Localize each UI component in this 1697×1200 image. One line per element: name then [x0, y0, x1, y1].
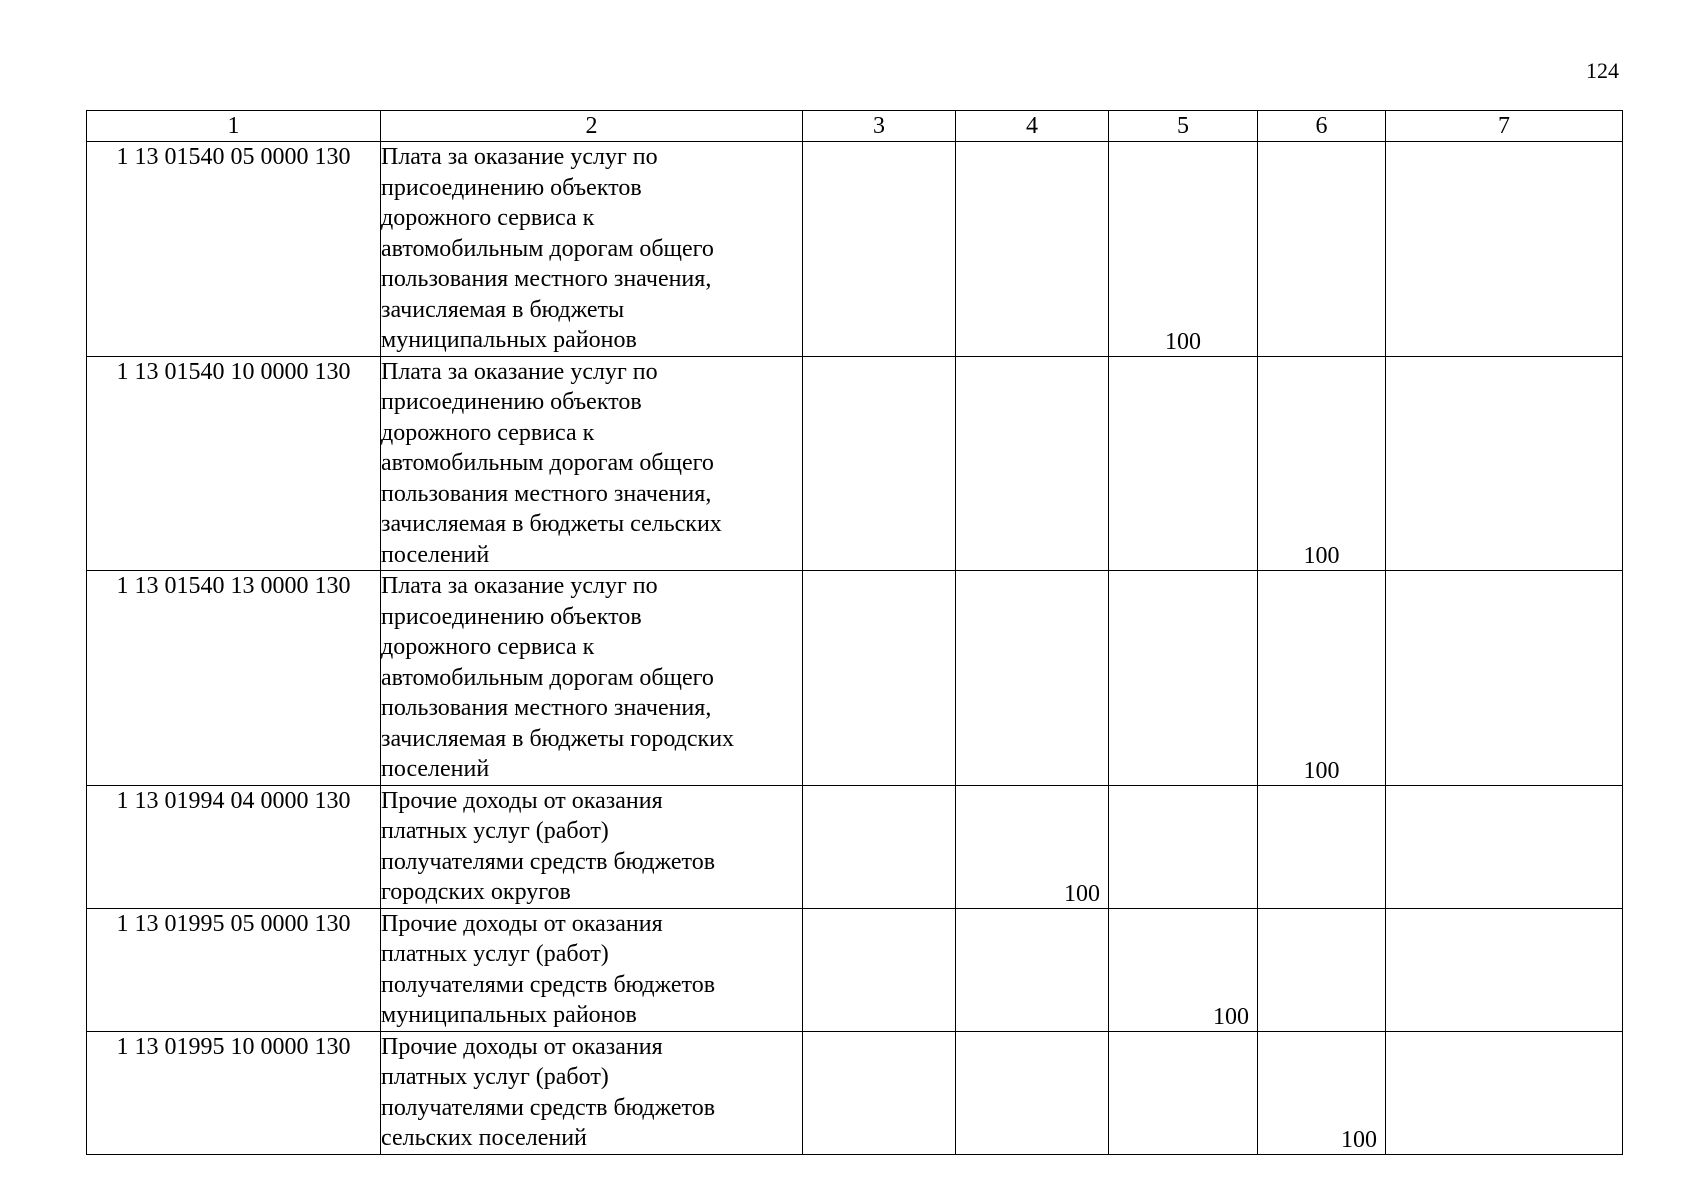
column-header-1: 1 — [87, 111, 381, 142]
value-cell-5 — [1109, 785, 1258, 908]
table-body — [87, 142, 1623, 1155]
percent-value: 100 — [1165, 328, 1201, 355]
income-code-cell: 1 13 01540 10 0000 130 — [87, 356, 381, 571]
description-line: Прочие доходы от оказания — [381, 787, 663, 814]
description-line: Прочие доходы от оказания — [381, 910, 663, 937]
description-line: зачисляемая в бюджеты городских — [381, 725, 735, 752]
percent-value: 100 — [1303, 757, 1340, 784]
description-line: поселений — [381, 756, 490, 782]
description-line: автомобильным дорогам общего — [381, 664, 714, 691]
description-line: получателями средств бюджетов — [381, 971, 716, 998]
description-line: пользования местного значения, — [381, 695, 712, 721]
description-line: Прочие доходы от оказания — [381, 1033, 663, 1060]
description-line: платных услуг (работ) — [381, 1064, 609, 1090]
percent-value: 100 — [1213, 1003, 1249, 1030]
revenue-classification-table — [86, 110, 1623, 1155]
description-line: городских округов — [381, 879, 571, 905]
income-code-cell: 1 13 01540 13 0000 130 — [87, 571, 381, 786]
value-cell-7 — [1386, 1031, 1623, 1154]
table-row — [87, 356, 1623, 571]
column-header-2: 2 — [381, 111, 803, 142]
value-cell-3 — [803, 356, 956, 571]
page-number: 124 — [1586, 58, 1619, 83]
value-cell-4 — [956, 1031, 1109, 1154]
description-line: Плата за оказание услуг по — [381, 144, 658, 170]
income-description-cell — [381, 142, 803, 357]
description-line: муниципальных районов — [381, 1002, 637, 1028]
description-line: поселений — [381, 541, 490, 568]
value-cell-6 — [1258, 1031, 1386, 1154]
description-line: сельских поселений — [381, 1125, 587, 1151]
income-description-cell — [381, 356, 803, 571]
description-line: муниципальных районов — [381, 327, 637, 353]
value-cell-7 — [1386, 785, 1623, 908]
description-line: присоединению объектов — [381, 603, 642, 630]
income-code-cell: 1 13 01540 05 0000 130 — [87, 142, 381, 357]
description-line: дорожного сервиса к — [381, 205, 595, 231]
percent-value: 100 — [1303, 543, 1340, 569]
column-header-4: 4 — [956, 111, 1109, 142]
value-cell-5 — [1109, 908, 1258, 1031]
value-cell-7 — [1386, 908, 1623, 1031]
column-header-7: 7 — [1386, 111, 1623, 142]
value-cell-3 — [803, 785, 956, 908]
description-line: Плата за оказание услуг по — [381, 573, 658, 599]
description-line: зачисляемая в бюджеты — [381, 296, 625, 323]
column-number-row — [87, 111, 1623, 142]
value-cell-4 — [956, 785, 1109, 908]
table-row — [87, 571, 1623, 786]
column-header-3: 3 — [803, 111, 956, 142]
income-code-cell: 1 13 01995 10 0000 130 — [87, 1031, 381, 1154]
description-line: автомобильным дорогам общего — [381, 235, 714, 262]
value-cell-7 — [1386, 356, 1623, 571]
description-line: дорожного сервиса к — [381, 419, 595, 446]
value-cell-3 — [803, 142, 956, 357]
description-line: присоединению объектов — [381, 389, 642, 415]
income-description-cell — [381, 571, 803, 786]
description-line: присоединению объектов — [381, 174, 642, 201]
value-cell-4 — [956, 571, 1109, 786]
value-cell-4 — [956, 908, 1109, 1031]
description-line: получателями средств бюджетов — [381, 1094, 716, 1121]
percent-value: 100 — [1341, 1126, 1377, 1153]
value-cell-5 — [1109, 356, 1258, 571]
income-code-cell: 1 13 01995 05 0000 130 — [87, 908, 381, 1031]
income-description-cell — [381, 785, 803, 908]
table-row — [87, 142, 1623, 357]
column-header-6: 6 — [1258, 111, 1386, 142]
description-line: Плата за оказание услуг по — [381, 358, 658, 385]
value-cell-5 — [1109, 1031, 1258, 1154]
value-cell-4 — [956, 142, 1109, 357]
description-line: получателями средств бюджетов — [381, 848, 716, 875]
description-line: пользования местного значения, — [381, 266, 712, 292]
description-line: платных услуг (работ) — [381, 941, 609, 967]
table-row — [87, 908, 1623, 1031]
table-row — [87, 1031, 1623, 1154]
description-line: платных услуг (работ) — [381, 818, 609, 844]
description-line: зачисляемая в бюджеты сельских — [381, 511, 722, 537]
value-cell-6 — [1258, 908, 1386, 1031]
value-cell-7 — [1386, 571, 1623, 786]
value-cell-5 — [1109, 142, 1258, 357]
value-cell-4 — [956, 356, 1109, 571]
value-cell-6 — [1258, 571, 1386, 786]
value-cell-5 — [1109, 571, 1258, 786]
value-cell-7 — [1386, 142, 1623, 357]
value-cell-3 — [803, 571, 956, 786]
table-row — [87, 785, 1623, 908]
value-cell-3 — [803, 908, 956, 1031]
description-line: дорожного сервиса к — [381, 634, 595, 660]
income-description-cell — [381, 908, 803, 1031]
value-cell-6 — [1258, 785, 1386, 908]
percent-value: 100 — [1064, 880, 1100, 907]
value-cell-6 — [1258, 356, 1386, 571]
income-code-cell: 1 13 01994 04 0000 130 — [87, 785, 381, 908]
value-cell-3 — [803, 1031, 956, 1154]
value-cell-6 — [1258, 142, 1386, 357]
description-line: пользования местного значения, — [381, 480, 712, 507]
column-header-5: 5 — [1109, 111, 1258, 142]
description-line: автомобильным дорогам общего — [381, 450, 714, 476]
income-description-cell — [381, 1031, 803, 1154]
